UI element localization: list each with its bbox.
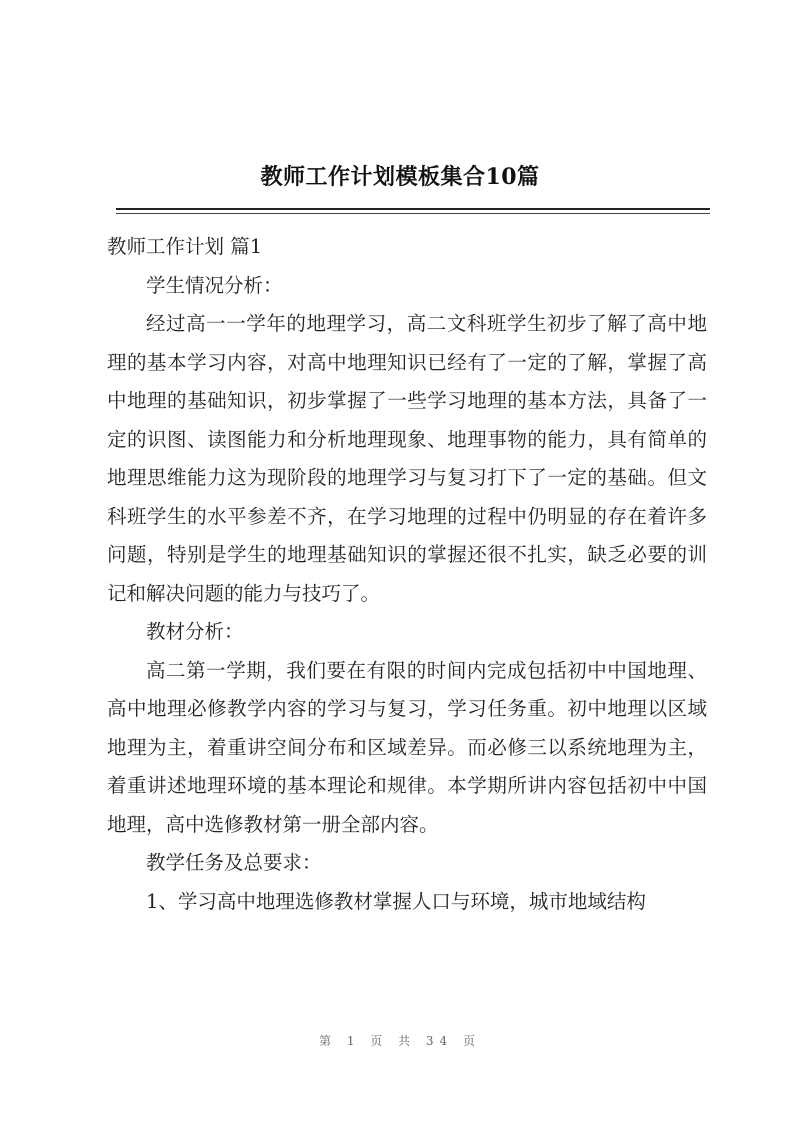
section-heading: 教师工作计划 篇1 bbox=[107, 235, 263, 258]
document-body bbox=[107, 228, 707, 921]
paragraph-material-analysis: 高二第一学期，我们要在有限的时间内完成包括初中中国地理、高中地理必修教学内容的学习与复习，学习任务重。初中地理以区域地理为主，着重讲空间分布和区域差异。而必修三以系统地理为主，着重讲述地理环境的基本理论和规律。本学期所讲内容包括初中中国地理，高中选修教材第一册全部内容。 bbox=[107, 658, 707, 836]
document-title: 教师工作计划模板集合10篇 bbox=[260, 164, 540, 190]
paragraph-material-analysis-heading: 教材分析： bbox=[146, 620, 244, 643]
title-divider bbox=[116, 208, 710, 210]
paragraph-task-item-1: 1、学习高中地理选修教材掌握人口与环境，城市地域结构 bbox=[146, 889, 646, 913]
paragraph-student-analysis-heading: 学生情况分析： bbox=[146, 273, 283, 297]
paragraph-student-analysis: 经过高一一学年的地理学习，高二文科班学生初步了解了高中地理的基本学习内容，对高中地理知识已经有了一定的了解，掌握了高中地理的基础知识，初步掌握了一些学习地理的基本方法，具备了一定的识图、读图能力和分析地理现象、地理事物的能力，具有简单的地理思维能力这为现阶段的地理学习与复习打下了一定的基础。但文科班学生的水平参差不齐，在学习地理的过程中仍明显的存在着许多问题，特别是学生的地理基础知识的掌握还很不扎实，缺乏必要的训记和解决问题的能力与技巧了。 bbox=[107, 312, 707, 605]
paragraph-tasks-heading: 教学任务及总要求： bbox=[146, 851, 322, 874]
title-divider-thin bbox=[116, 213, 710, 214]
page-footer: 第 1 页 共 34 页 bbox=[319, 1034, 481, 1048]
